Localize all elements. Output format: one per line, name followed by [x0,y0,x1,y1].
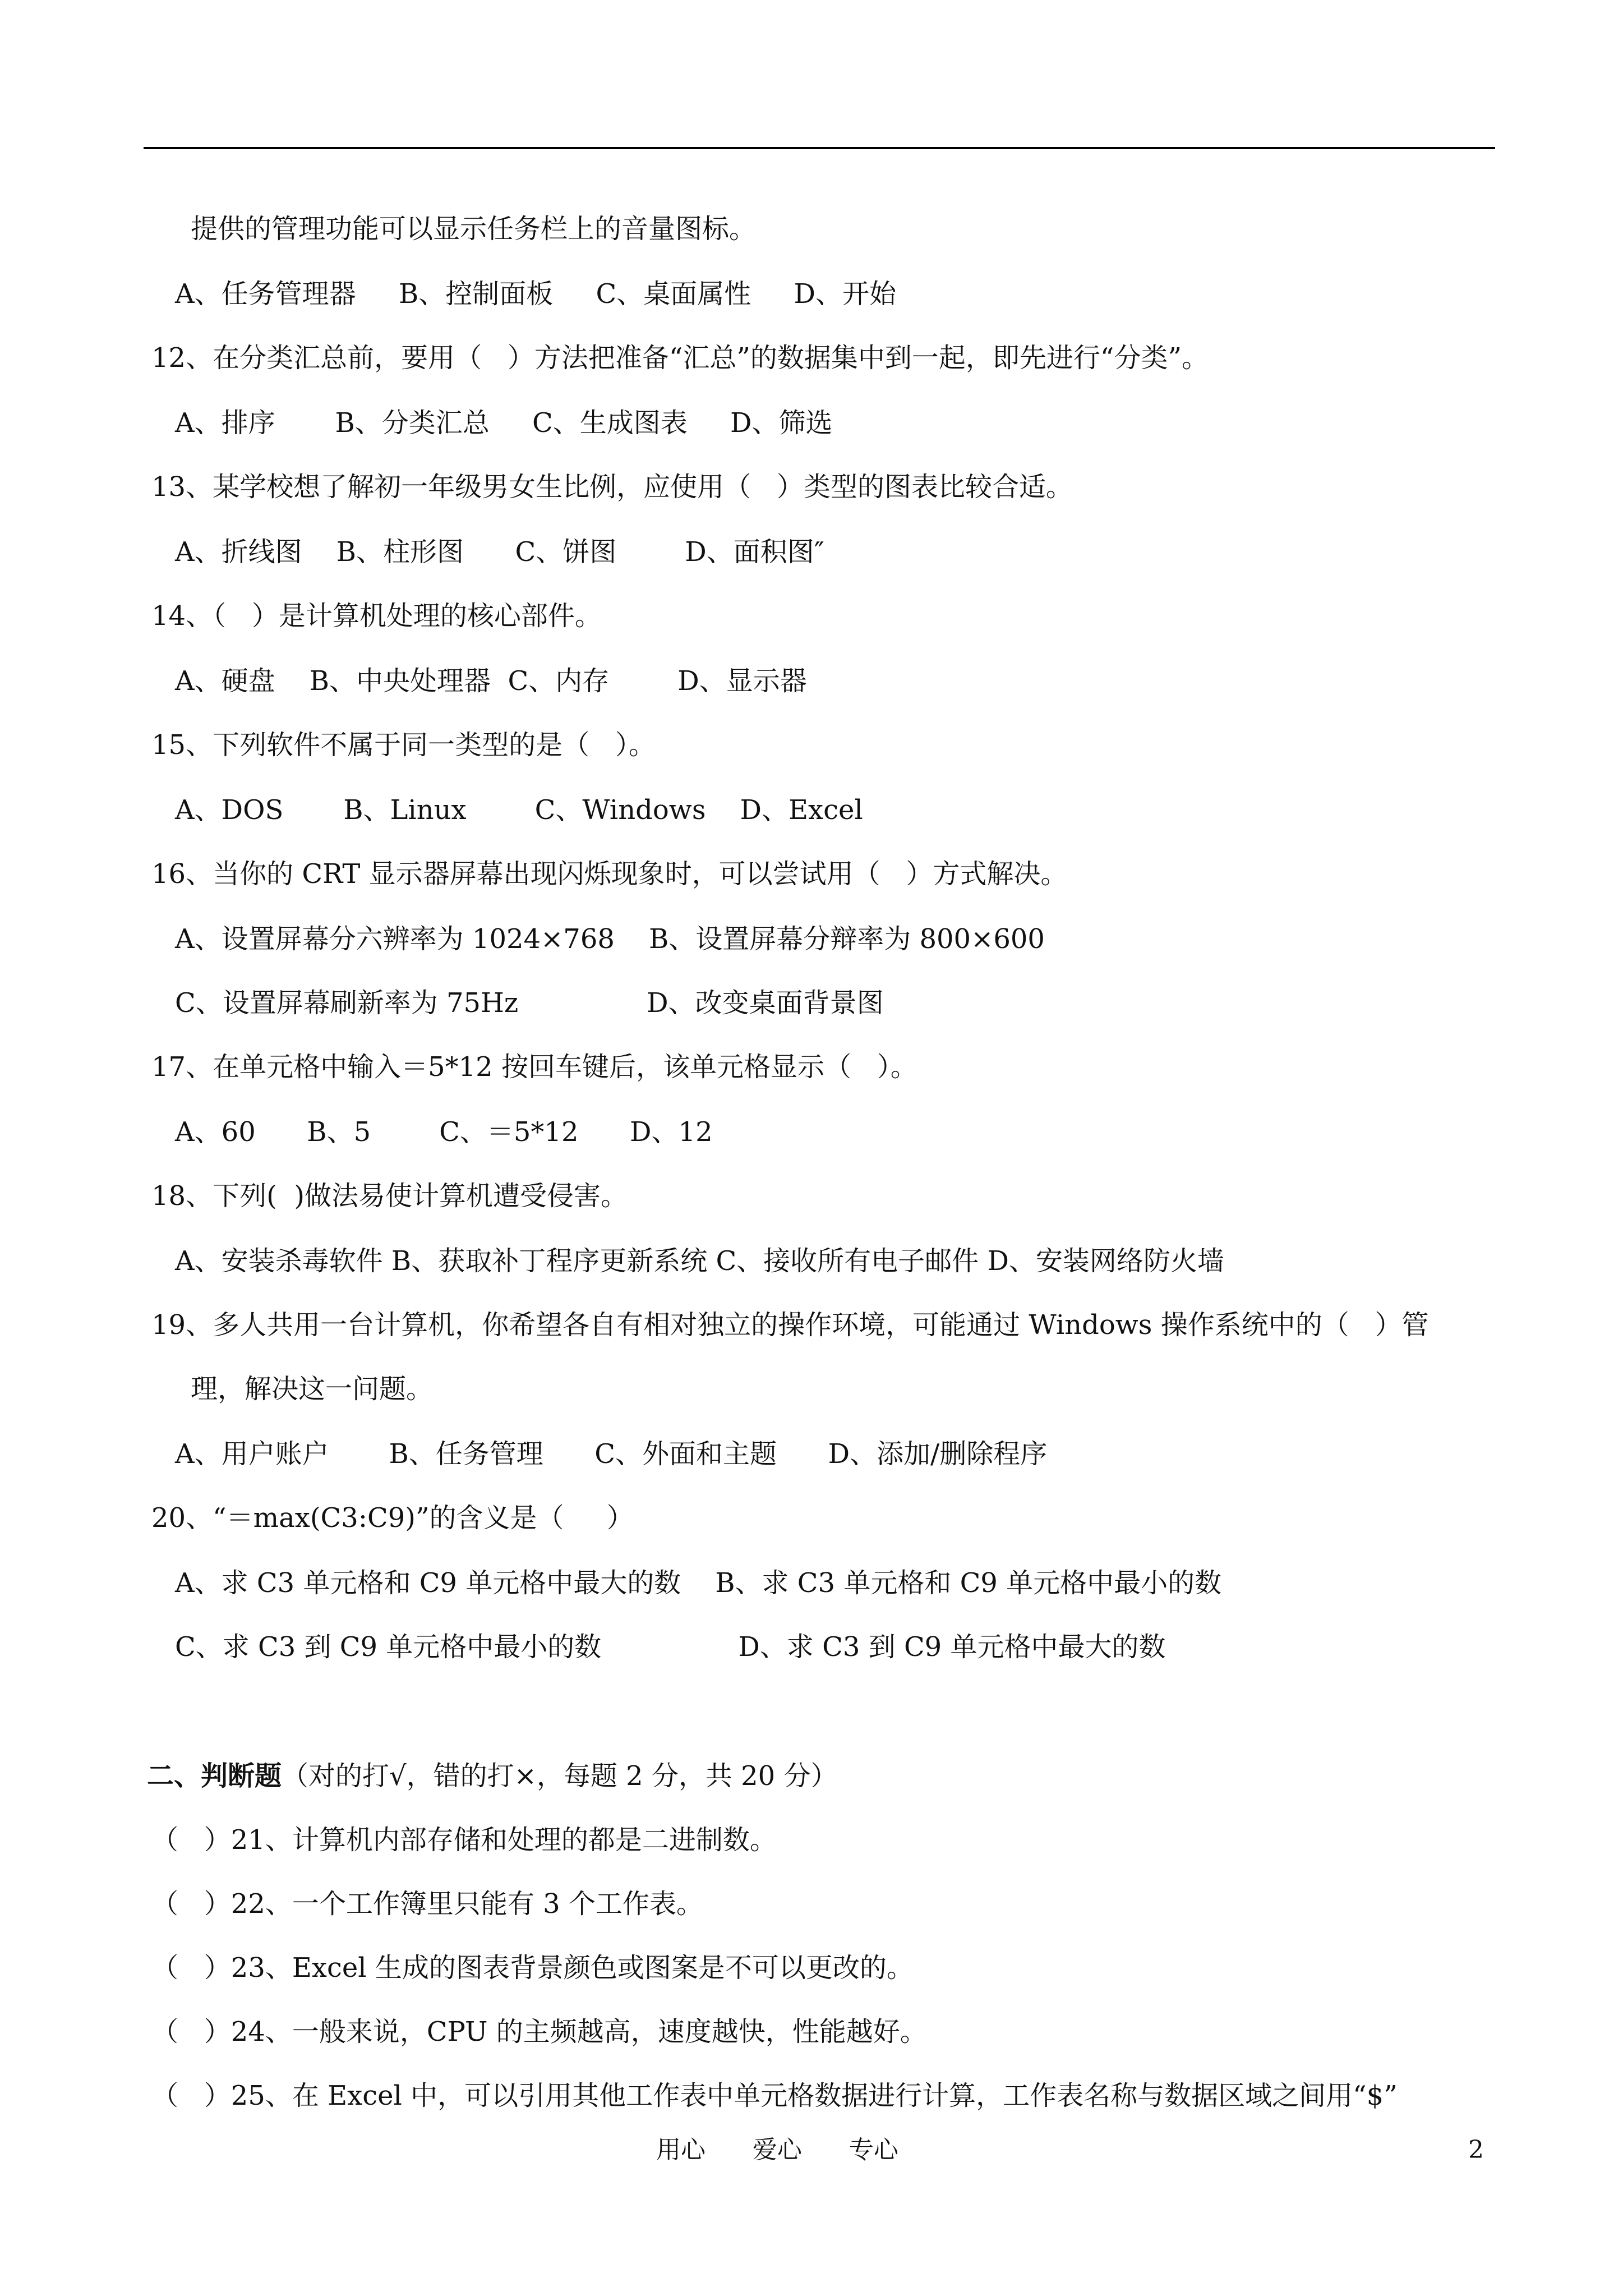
section-2-note: （对的打√，错的打×，每题 2 分，共 20 分） [282,1760,838,1792]
question-14-stem: 14、（ ）是计算机处理的核心部件。 [151,600,602,632]
question-17-options: A、60 B、5 C、＝5*12 D、12 [175,1116,713,1148]
question-12-options: A、排序 B、分类汇总 C、生成图表 D、筛选 [175,407,833,439]
question-12-stem: 12、在分类汇总前，要用（ ）方法把准备“汇总”的数据集中到一起，即先进行“分类”。 [151,342,1209,374]
footer-motto: 用心 爱心 专心 [656,2136,898,2164]
section-2-title: 二、判断题 [147,1760,282,1792]
judge-item-22: （ ）22、一个工作簿里只能有 3 个工作表。 [151,1888,703,1920]
section-2-heading [147,1759,837,1793]
question-14-options: A、硬盘 B、中央处理器 C、内存 D、显示器 [175,665,807,697]
judge-item-24: （ ）24、一般来说，CPU 的主频越高，速度越快，性能越好。 [151,2016,927,2047]
question-16-stem: 16、当你的 CRT 显示器屏幕出现闪烁现象时，可以尝试用（ ）方式解决。 [151,858,1068,890]
header-rule [144,147,1495,149]
judge-item-23: （ ）23、Excel 生成的图表背景颜色或图案是不可以更改的。 [151,1952,914,1984]
question-11-continuation: 提供的管理功能可以显示任务栏上的音量图标。 [191,213,757,245]
judge-item-21: （ ）21、计算机内部存储和处理的都是二进制数。 [151,1824,777,1856]
question-16-options-ab: A、设置屏幕分六辨率为 1024×768 B、设置屏幕分辩率为 800×600 [175,923,1045,955]
question-15-stem: 15、下列软件不属于同一类型的是（ ）。 [151,729,656,761]
question-13-stem: 13、某学校想了解初一年级男女生比例，应使用（ ）类型的图表比较合适。 [151,471,1073,503]
question-19-stem-continuation: 理，解决这一问题。 [191,1373,434,1405]
question-17-stem: 17、在单元格中输入＝5*12 按回车键后，该单元格显示（ ）。 [151,1051,917,1083]
question-15-options: A、DOS B、Linux C、Windows D、Excel [175,794,863,826]
question-18-stem: 18、下列( )做法易使计算机遭受侵害。 [151,1180,628,1212]
page-number: 2 [1468,2136,1484,2164]
question-19-stem: 19、多人共用一台计算机，你希望各自有相对独立的操作环境，可能通过 Windows 操作系统中的（ ）管 [151,1309,1429,1341]
question-18-options: A、安装杀毒软件 B、获取补丁程序更新系统 C、接收所有电子邮件 D、安装网络防火墙 [175,1245,1224,1277]
question-20-options-ab: A、求 C3 单元格和 C9 单元格中最大的数 B、求 C3 单元格和 C9 单元格中最小的数 [175,1567,1222,1599]
question-20-stem: 20、“＝max(C3:C9)”的含义是（ ） [151,1502,634,1534]
question-13-options: A、折线图 B、柱形图 C、饼图 D、面积图″ [175,536,824,568]
question-19-options: A、用户账户 B、任务管理 C、外面和主题 D、添加/删除程序 [175,1438,1048,1470]
question-11-options: A、任务管理器 B、控制面板 C、桌面属性 D、开始 [175,278,897,310]
question-16-options-cd: C、设置屏幕刷新率为 75Hz D、改变桌面背景图 [175,987,884,1019]
judge-item-25: （ ）25、在 Excel 中，可以引用其他工作表中单元格数据进行计算，工作表名称与数据区域之间用“$” [151,2080,1398,2111]
question-20-options-cd: C、求 C3 到 C9 单元格中最小的数 D、求 C3 到 C9 单元格中最大的数 [175,1631,1166,1663]
